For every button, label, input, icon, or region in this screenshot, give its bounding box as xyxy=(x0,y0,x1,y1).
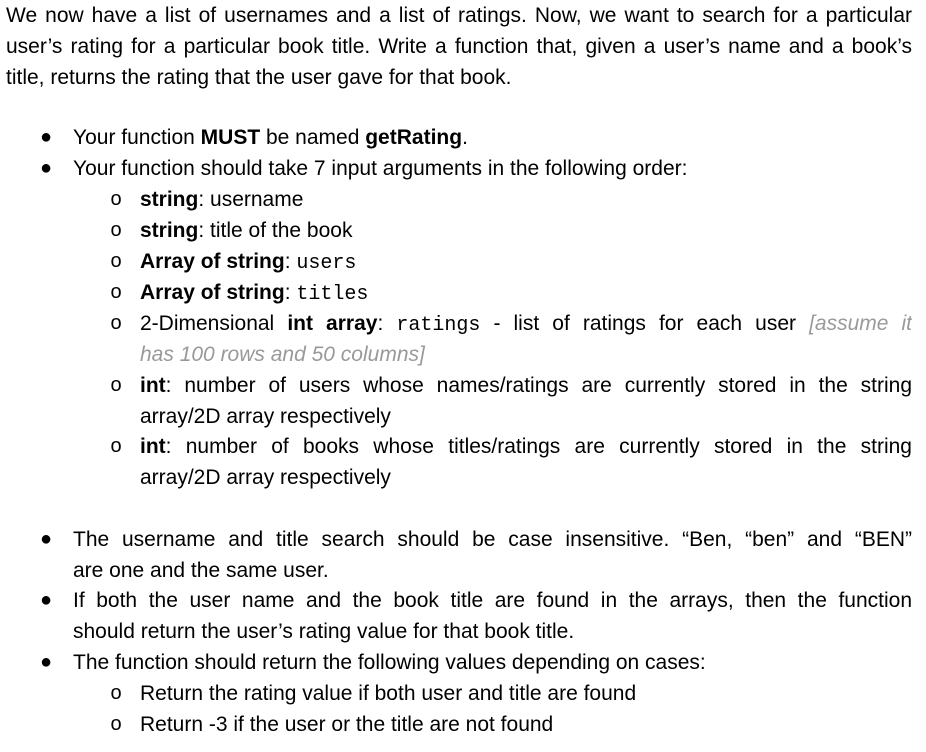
bullet-icon: ● xyxy=(39,528,53,550)
sub-bullet-icon: o xyxy=(110,250,122,272)
arg-ratings: 2-Dimensional int array: ratings - list of ratings for each user [assume it xyxy=(140,312,912,337)
intro-paragraph: We now have a list of usernames and a list of ratings. Now, we want to search for a particular user’s rating for a particular book title. Write a function that, given a user’s name and a book’s title, returns the rating that the user gave for that book. xyxy=(6,4,912,89)
arg-titles: Array of string: titles xyxy=(140,281,369,306)
arg-ratings-note: has 100 rows and 50 columns] xyxy=(140,343,425,366)
sub-bullet-icon: o xyxy=(110,188,122,210)
bullet-found-cont: should return the user’s rating value for that book title. xyxy=(73,620,575,643)
sub-bullet-icon: o xyxy=(110,435,122,457)
arg-username: string: username xyxy=(140,188,304,211)
arg-users: Array of string: users xyxy=(140,250,357,275)
bullet-case-insensitive-cont: are one and the same user. xyxy=(73,559,329,582)
sub-bullet-icon: o xyxy=(110,219,122,241)
case-found: Return the rating value if both user and title are found xyxy=(140,682,637,705)
sub-bullet-icon: o xyxy=(110,312,122,334)
arg-book-count: int: number of books whose titles/ratings are currently stored in the string xyxy=(140,435,912,458)
bullet-icon: ● xyxy=(39,651,53,673)
arg-user-count-cont: array/2D array respectively xyxy=(140,405,391,428)
sub-bullet-icon: o xyxy=(110,374,122,396)
sub-bullet-icon: o xyxy=(110,682,122,704)
arg-user-count: int: number of users whose names/ratings are currently stored in the string xyxy=(140,374,912,397)
bullet-icon: ● xyxy=(39,157,53,179)
bullet-icon: ● xyxy=(39,589,53,611)
bullet-icon: ● xyxy=(39,126,53,148)
arg-book-count-cont: array/2D array respectively xyxy=(140,466,391,489)
bullet-found: If both the user name and the book title are found in the arrays, then the function xyxy=(73,589,912,612)
sub-bullet-icon: o xyxy=(110,281,122,303)
bullet-return-values: The function should return the following values depending on cases: xyxy=(73,651,706,674)
bullet-case-insensitive: The username and title search should be case insensitive. “Ben, “ben” and “BEN” xyxy=(73,528,912,551)
sub-bullet-icon: o xyxy=(110,713,122,735)
case-not-found: Return -3 if the user or the title are not found xyxy=(140,713,554,736)
bullet-arguments: Your function should take 7 input arguments in the following order: xyxy=(73,157,688,180)
arg-title: string: title of the book xyxy=(140,219,353,242)
bullet-function-name: Your function MUST be named getRating. xyxy=(73,126,468,149)
